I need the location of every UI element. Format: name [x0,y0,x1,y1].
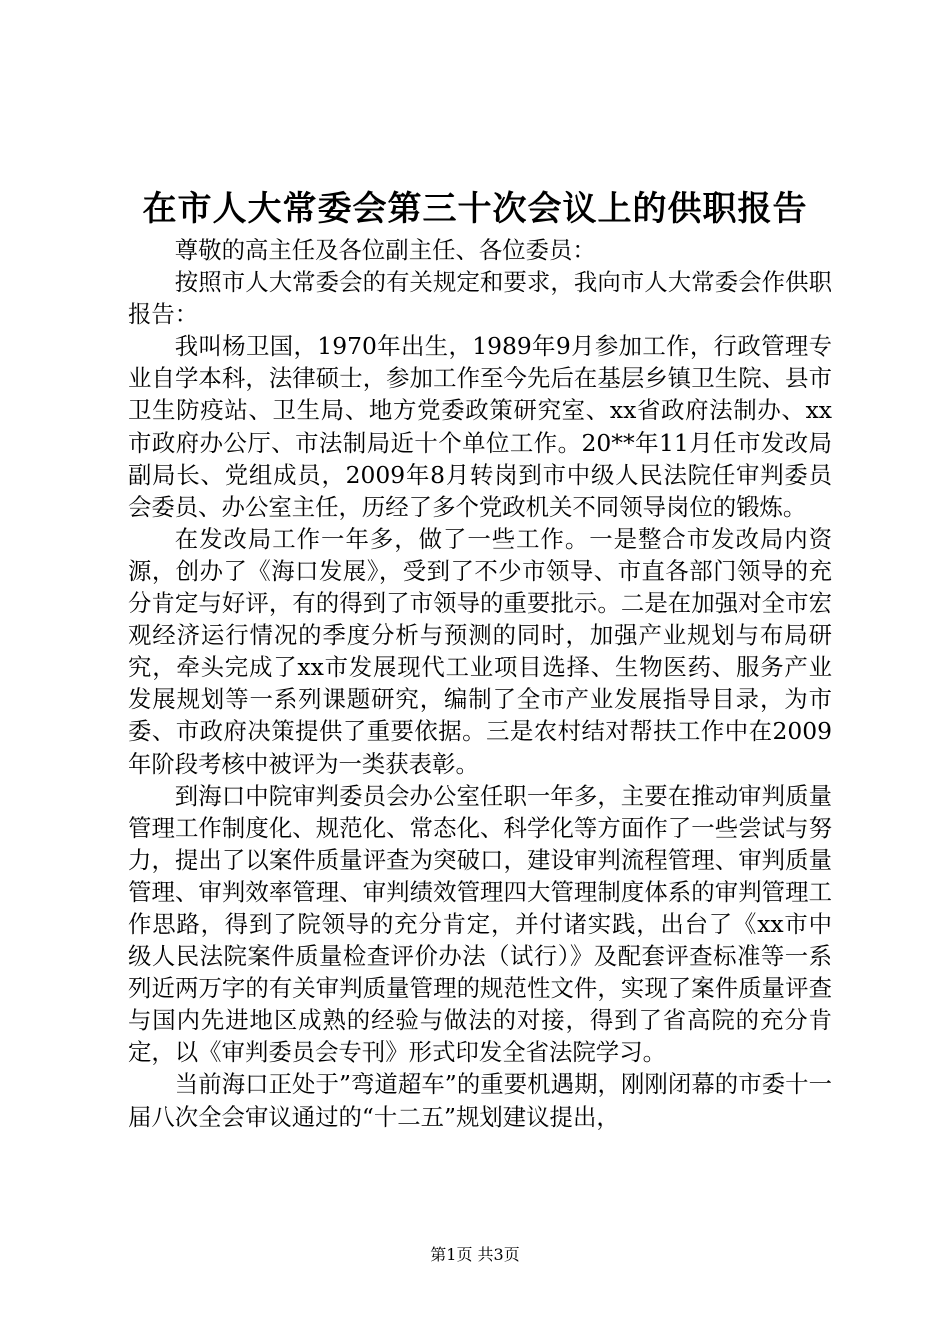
page-number-footer: 第1页 共3页 [430,1245,520,1264]
paragraph-biography: 我叫杨卫国，1970年出生，1989年9月参加工作，行政管理专业自学本科，法律硕士，参加工作至今先后在基层乡镇卫生院、县市卫生防疫站、卫生局、地方党委政策研究室、xx省政府法制办、xx市政府办公厅、市法制局近十个单位工作。20**年11月任市发改局副局长、党组成员，2009年8月转岗到市中级人民法院任审判委员会委员、办公室主任，历经了多个党政机关不同领导岗位的锻炼。 [128,332,832,521]
paragraph-intro: 按照市人大常委会的有关规定和要求，我向市人大常委会作供职报告： [128,268,832,329]
paragraph-development-bureau: 在发改局工作一年多，做了一些工作。一是整合市发改局内资源，创办了《海口发展》，受到了不少市领导、市直各部门领导的充分肯定与好评，有的得到了市领导的重要批示。二是在加强对全市宏观经济运行情况的季度分析与预测的同时，加强产业规划与布局研究，牵头完成了xx市发展现代工业项目选择、生物医药、服务产业发展规划等一系列课题研究，编制了全市产业发展指导目录，为市委、市政府决策提供了重要依据。三是农村结对帮扶工作中在2009年阶段考核中被评为一类获表彰。 [128,524,832,778]
paragraph-current-situation: 当前海口正处于”弯道超车”的重要机遇期，刚刚闭幕的市委十一届八次全会审议通过的“十二五”规划建议提出， [128,1070,832,1131]
paragraph-salutation: 尊敬的高主任及各位副主任、各位委员： [174,236,596,264]
document-title: 在市人大常委会第三十次会议上的供职报告 [142,189,808,229]
paragraph-court-office: 到海口中院审判委员会办公室任职一年多，主要在推动审判质量管理工作制度化、规范化、常态化、科学化等方面作了一些尝试与努力，提出了以案件质量评查为突破口，建设审判流程管理、审判质量管理、审判效率管理、审判绩效管理四大管理制度体系的审判管理工作思路，得到了院领导的充分肯定，并付诸实践，出台了《xx市中级人民法院案件质量检查评价办法（试行）》及配套评查标准等一系列近两万字的有关审判质量管理的规范性文件，实现了案件质量评查与国内先进地区成熟的经验与做法的对接，得到了省高院的充分肯定，以《审判委员会专刊》形式印发全省法院学习。 [128,781,832,1067]
document-body [128,234,832,1133]
